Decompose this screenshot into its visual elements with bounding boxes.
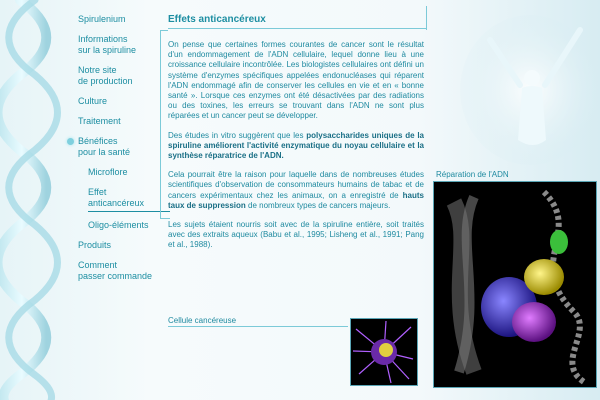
paragraph-2-highlight: polysaccharides uniques de la spiruline améliorent l'activité enzymatique du noyau cellulaire et la synthèse réparatrice de l'ADN. xyxy=(168,130,424,161)
nav-item-traitement[interactable]: Traitement xyxy=(78,116,121,126)
paragraph-3-text: Cela pourrait être la raison pour laquelle dans de nombreuses études scientifiques d'observation de consommateurs humains de tabac et de cancers expérimentaux chez les animaux, on a enregistré de xyxy=(168,170,424,200)
paragraph-1: On pense que certaines formes courantes de cancer sont le résultat d'un endommagement de l'ADN cellulaire, lequel donne lieu à une croissance cellulaire incontrôlée. Les biologistes cellulaires ont défini un système d'enzymes spécifiques appelées endonucléases qui réparent l'ADN endommagé afin de conserver les cellules en vie et en « bonne santé ». Lorsque ces enzymes ont été désactivées par des radiations ou des toxines, les erreurs se trouvant dans l'ADN ne sont plus réparées et un cancer peut se développer. xyxy=(168,40,424,121)
nav-item-benefices[interactable] xyxy=(78,136,170,158)
nav-subitem-oligo-elements[interactable]: Oligo-éléments xyxy=(88,220,149,230)
nav-item-culture[interactable]: Culture xyxy=(78,96,108,106)
paragraph-3-highlight: hauts taux de suppression xyxy=(168,190,424,210)
left-navigation xyxy=(78,14,170,291)
nav-item-spirulenium[interactable]: Spirulenium xyxy=(78,14,126,24)
caption-underline xyxy=(168,326,348,327)
nav-item-produits[interactable]: Produits xyxy=(78,240,112,250)
paragraph-3 xyxy=(168,170,424,211)
paragraph-4: Les sujets étaient nourris soit avec de la spiruline entière, soit traités avec des extraits aqueux (Babu et al., 1995; Lisheng et al., 1991; Pang et al., 1988). xyxy=(168,220,424,250)
frame-line xyxy=(160,30,168,31)
cancer-cell-image xyxy=(350,318,418,386)
frame-line xyxy=(160,30,161,218)
nav-subitem-microflore[interactable]: Microflore xyxy=(88,167,128,177)
nav-item-commander[interactable]: Comment passer commande xyxy=(78,260,153,281)
paragraph-2 xyxy=(168,131,424,162)
nav-item-informations[interactable]: Informations sur la spiruline xyxy=(78,34,137,55)
nav-subitem-effet-anticancereux[interactable]: Effet anticancéreux xyxy=(88,187,170,212)
dna-helix-decoration xyxy=(0,0,62,400)
nav-item-notre-site[interactable]: Notre site de production xyxy=(78,65,133,86)
paragraph-2-text: Des études in vitro suggèrent que les xyxy=(168,130,307,140)
cancer-cell-caption: Cellule cancéreuse xyxy=(168,316,237,325)
paragraph-3-text-end: de nombreux types de cancers majeurs. xyxy=(245,200,391,210)
frame-line xyxy=(426,6,427,30)
page-title: Effets anticancéreux xyxy=(168,14,426,29)
article-body xyxy=(168,40,424,260)
woman-silhouette-decoration xyxy=(430,0,600,165)
dna-repair-caption: Réparation de l'ADN xyxy=(436,170,509,179)
dna-repair-image xyxy=(433,181,597,388)
active-section-dot-icon xyxy=(67,138,74,145)
nav-item-benefices-label: Bénéfices pour la santé xyxy=(78,136,131,157)
